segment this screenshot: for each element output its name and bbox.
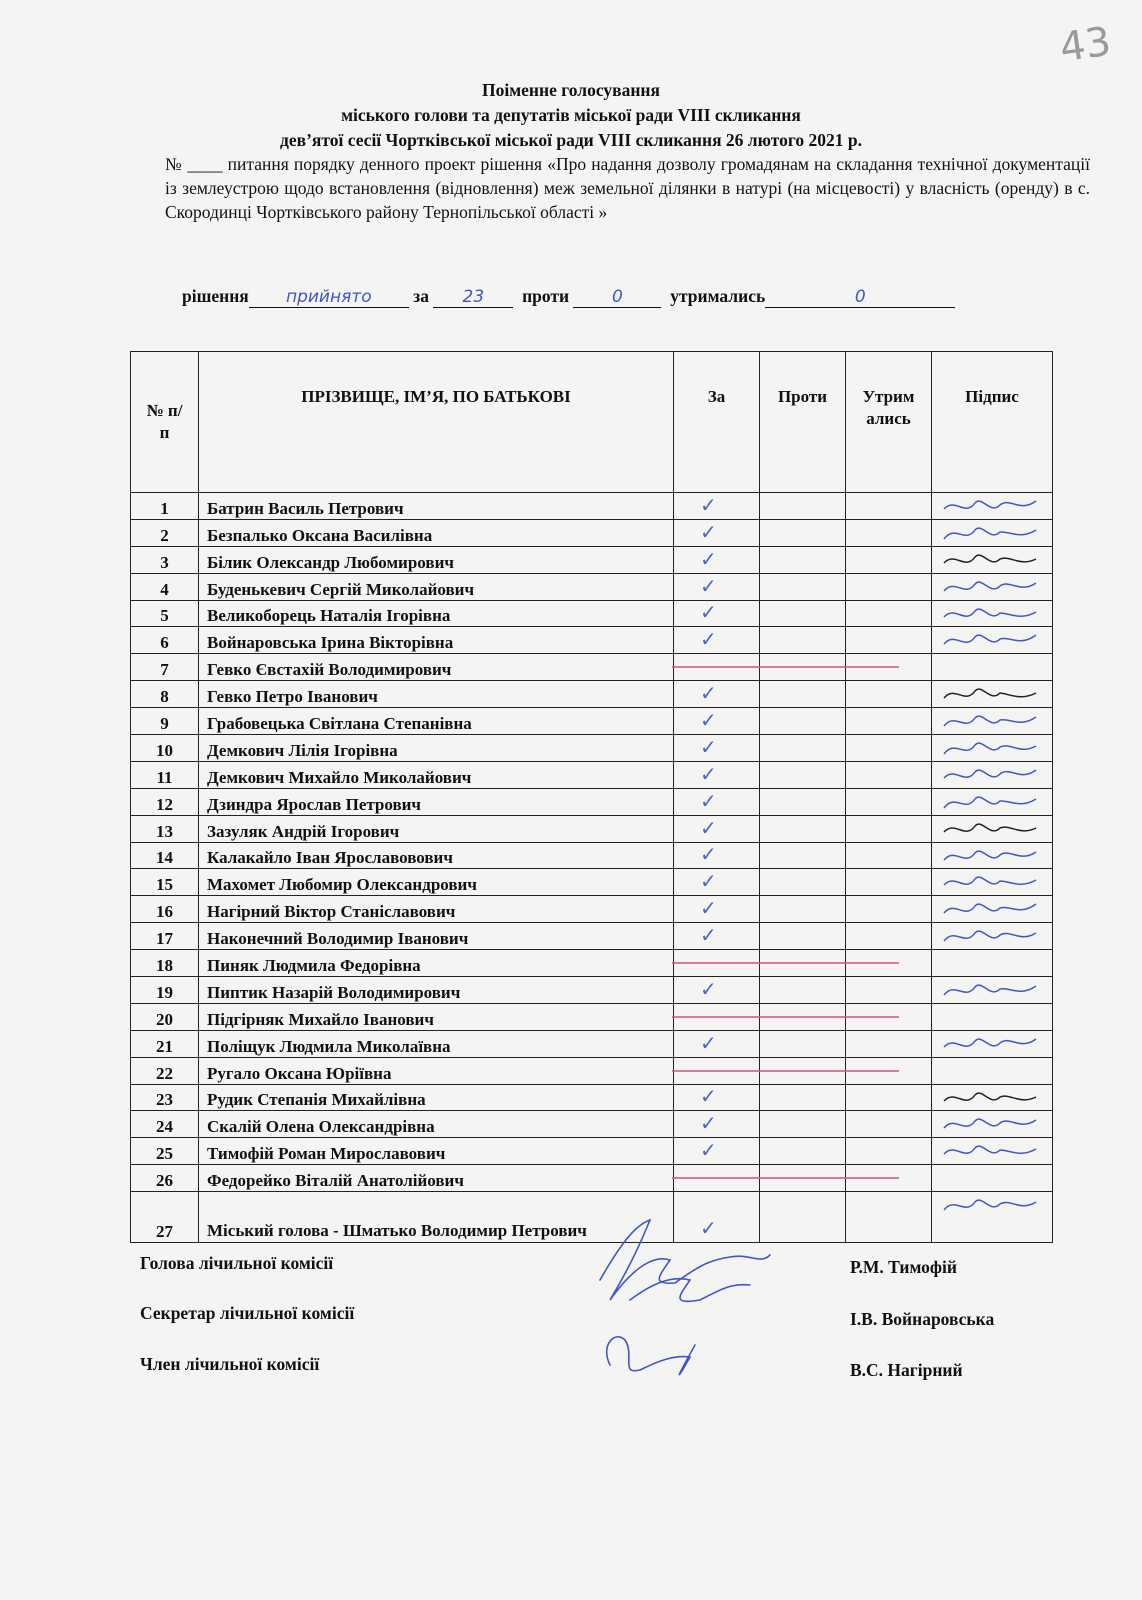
member-name: Демкович Лілія Ігорівна	[199, 735, 674, 762]
check-icon: ✓	[700, 761, 717, 786]
signature-mark	[940, 818, 1040, 840]
member-name: Дзиндра Ярослав Петрович	[199, 788, 674, 815]
cell-utrym	[846, 842, 932, 869]
cell-za	[674, 519, 760, 546]
absent-strike-line	[672, 1177, 899, 1179]
row-number: 21	[131, 1030, 199, 1057]
table-row	[131, 519, 1053, 546]
cell-signature	[932, 977, 1053, 1004]
cell-proty	[760, 1084, 846, 1111]
cell-za	[674, 681, 760, 708]
row-number: 24	[131, 1111, 199, 1138]
cell-proty	[760, 761, 846, 788]
cell-signature	[932, 519, 1053, 546]
utrym-value: 0	[854, 287, 866, 307]
member-name: Гевко Євстахій Володимирович	[199, 654, 674, 681]
cell-proty	[760, 1138, 846, 1165]
cell-proty	[760, 896, 846, 923]
check-icon: ✓	[700, 1030, 717, 1055]
cell-proty	[760, 869, 846, 896]
za-field	[433, 286, 513, 308]
vote-table	[130, 351, 1053, 1243]
cell-utrym	[846, 761, 932, 788]
table-row	[131, 869, 1053, 896]
check-icon: ✓	[700, 842, 717, 867]
cell-proty	[760, 600, 846, 627]
cell-signature	[932, 1003, 1053, 1030]
absent-strike-line	[672, 962, 899, 964]
header-utrym: Утримались	[846, 352, 932, 493]
member-name: Зазуляк Андрій Ігорович	[199, 815, 674, 842]
cell-signature	[932, 815, 1053, 842]
cell-utrym	[846, 600, 932, 627]
signature-mark	[940, 1087, 1040, 1109]
cell-signature	[932, 842, 1053, 869]
commission-signatures	[580, 1205, 800, 1405]
member-label: Член лічильної комісії	[140, 1354, 320, 1374]
absent-strike-line	[672, 666, 899, 668]
member-name: Батрин Василь Петрович	[199, 493, 674, 520]
cell-proty	[760, 681, 846, 708]
signature-mark	[940, 845, 1040, 867]
table-row	[131, 493, 1053, 520]
cell-proty	[760, 519, 846, 546]
member-name: Пиптик Назарій Володимирович	[199, 977, 674, 1004]
cell-proty	[760, 627, 846, 654]
row-number: 2	[131, 519, 199, 546]
cell-utrym	[846, 977, 932, 1004]
cell-signature	[932, 1165, 1053, 1192]
decision-field	[249, 286, 409, 308]
row-number: 25	[131, 1138, 199, 1165]
cell-za	[674, 1138, 760, 1165]
cell-signature	[932, 627, 1053, 654]
member-name: Безпалько Оксана Василівна	[199, 519, 674, 546]
cell-proty	[760, 573, 846, 600]
cell-proty	[760, 977, 846, 1004]
utrym-field	[765, 286, 955, 308]
cell-proty	[760, 546, 846, 573]
table-row	[131, 815, 1053, 842]
cell-utrym	[846, 681, 932, 708]
row-number: 9	[131, 708, 199, 735]
cell-signature	[932, 1030, 1053, 1057]
row-number: 5	[131, 600, 199, 627]
cell-signature	[932, 788, 1053, 815]
check-icon: ✓	[700, 492, 717, 517]
header-num: № п/п	[131, 352, 199, 493]
table-row	[131, 1165, 1053, 1192]
cell-proty	[760, 788, 846, 815]
member-name: Тимофій Роман Мирославович	[199, 1138, 674, 1165]
member-name: Федорейко Віталій Анатолійович	[199, 1165, 674, 1192]
question-text: питання порядку денного проект рішення «Про надання дозволу громадянам на складання технічної документації із землеустрою щодо встановлення (відновлення) меж земельної ділянки в натурі (на місцевості) у власність (оренду) в с. Скородинці Чортківського району Тернопільської області »	[165, 154, 1091, 222]
table-row	[131, 1057, 1053, 1084]
check-icon: ✓	[700, 546, 717, 571]
proty-field	[573, 286, 661, 308]
cell-signature	[932, 1192, 1053, 1243]
cell-signature	[932, 896, 1053, 923]
cell-proty	[760, 1030, 846, 1057]
cell-signature	[932, 708, 1053, 735]
member-name: Поліщук Людмила Миколаївна	[199, 1030, 674, 1057]
table-row	[131, 627, 1053, 654]
za-label: за	[413, 286, 429, 306]
signature-mark	[940, 925, 1040, 947]
cell-proty	[760, 1111, 846, 1138]
row-number: 23	[131, 1084, 199, 1111]
row-number: 18	[131, 950, 199, 977]
row-number: 7	[131, 654, 199, 681]
row-number: 19	[131, 977, 199, 1004]
cell-proty	[760, 842, 846, 869]
secretary-label: Секретар лічильної комісії	[140, 1303, 355, 1323]
cell-signature	[932, 1084, 1053, 1111]
signature-mark	[940, 1033, 1040, 1055]
cell-signature	[932, 681, 1053, 708]
cell-za	[674, 1111, 760, 1138]
table-row	[131, 896, 1053, 923]
header-signature: Підпис	[932, 352, 1053, 493]
cell-za	[674, 761, 760, 788]
cell-utrym	[846, 1138, 932, 1165]
member-name: Білик Олександр Любомирович	[199, 546, 674, 573]
cell-signature	[932, 1138, 1053, 1165]
row-number: 27	[131, 1192, 199, 1243]
absent-strike-line	[672, 1016, 899, 1018]
proty-label: проти	[522, 286, 570, 306]
signature-mark	[940, 522, 1040, 544]
cell-utrym	[846, 815, 932, 842]
cell-utrym	[846, 519, 932, 546]
cell-za	[674, 869, 760, 896]
signature-mark	[940, 495, 1040, 517]
cell-utrym	[846, 1192, 932, 1243]
check-icon: ✓	[700, 788, 717, 813]
row-number: 15	[131, 869, 199, 896]
session-line: дев’ятої сесії Чортківської міської ради VIII скликання 26 лютого 2021 р.	[280, 130, 862, 150]
signature-mark	[940, 871, 1040, 893]
chair-label: Голова лічильної комісії	[140, 1253, 334, 1273]
header-proty: Проти	[760, 352, 846, 493]
member-name: Махомет Любомир Олександрович	[199, 869, 674, 896]
check-icon: ✓	[700, 573, 717, 598]
decision-label: рішення	[182, 286, 249, 306]
cell-utrym	[846, 923, 932, 950]
cell-utrym	[846, 788, 932, 815]
member-name: Великоборець Наталія Ігорівна	[199, 600, 674, 627]
signature-mark	[940, 710, 1040, 732]
check-icon: ✓	[700, 815, 717, 840]
cell-utrym	[846, 627, 932, 654]
cell-signature	[932, 600, 1053, 627]
row-number: 12	[131, 788, 199, 815]
cell-signature	[932, 493, 1053, 520]
signature-mark	[940, 1140, 1040, 1162]
cell-signature	[932, 869, 1053, 896]
member-name: Демкович Михайло Миколайович	[199, 761, 674, 788]
row-number: 6	[131, 627, 199, 654]
cell-za	[674, 1057, 760, 1084]
cell-signature	[932, 735, 1053, 762]
cell-utrym	[846, 896, 932, 923]
cell-za	[674, 708, 760, 735]
cell-signature	[932, 654, 1053, 681]
member-name: Буденькевич Сергій Миколайович	[199, 573, 674, 600]
cell-za	[674, 493, 760, 520]
header-za: За	[674, 352, 760, 493]
table-header-row	[131, 352, 1053, 493]
table-row	[131, 1030, 1053, 1057]
check-icon: ✓	[700, 1216, 717, 1241]
doc-subtitle: міського голови та депутатів міської ради VIII скликання	[341, 105, 801, 125]
cell-proty	[760, 923, 846, 950]
signature-mark	[940, 979, 1040, 1001]
table-row	[131, 977, 1053, 1004]
cell-utrym	[846, 493, 932, 520]
table-row	[131, 923, 1053, 950]
cell-proty	[760, 708, 846, 735]
cell-utrym	[846, 1030, 932, 1057]
table-row	[131, 681, 1053, 708]
cell-za	[674, 654, 760, 681]
cell-signature	[932, 923, 1053, 950]
agenda-question	[165, 152, 1090, 224]
utrym-label: утримались	[670, 286, 766, 306]
member-name: Рудик Степанія Михайлівна	[199, 1084, 674, 1111]
row-number: 4	[131, 573, 199, 600]
row-number: 20	[131, 1003, 199, 1030]
row-number: 13	[131, 815, 199, 842]
row-number: 10	[131, 735, 199, 762]
chair-name: Р.М. Тимофій	[850, 1257, 957, 1277]
check-icon: ✓	[700, 1084, 717, 1109]
row-number: 17	[131, 923, 199, 950]
page-number: 43	[1057, 18, 1114, 72]
cell-za	[674, 1003, 760, 1030]
check-icon: ✓	[700, 896, 717, 921]
cell-za	[674, 950, 760, 977]
cell-signature	[932, 950, 1053, 977]
check-icon: ✓	[700, 976, 717, 1001]
member-name: Підгірняк Михайло Іванович	[199, 1003, 674, 1030]
decision-line	[182, 286, 1082, 308]
member-name: Пиняк Людмила Федорівна	[199, 950, 674, 977]
cell-za	[674, 923, 760, 950]
row-number: 22	[131, 1057, 199, 1084]
signature-mark	[940, 1113, 1040, 1135]
cell-za	[674, 896, 760, 923]
cell-za	[674, 788, 760, 815]
table-row	[131, 1138, 1053, 1165]
signature-mark	[940, 549, 1040, 571]
table-row	[131, 950, 1053, 977]
za-value: 23	[462, 287, 485, 307]
decision-value: прийнято	[285, 287, 372, 307]
signature-mark	[940, 1194, 1040, 1216]
proty-value: 0	[612, 287, 623, 307]
cell-utrym	[846, 546, 932, 573]
member-name: Наконечний Володимир Іванович	[199, 923, 674, 950]
check-icon: ✓	[700, 1138, 717, 1163]
cell-za	[674, 1084, 760, 1111]
member-name: В.С. Нагірний	[850, 1360, 963, 1380]
check-icon: ✓	[700, 519, 717, 544]
table-row	[131, 788, 1053, 815]
cell-za	[674, 1165, 760, 1192]
cell-utrym	[846, 708, 932, 735]
row-number: 3	[131, 546, 199, 573]
row-number: 11	[131, 761, 199, 788]
member-name: Гевко Петро Іванович	[199, 681, 674, 708]
cell-za	[674, 627, 760, 654]
cell-za	[674, 546, 760, 573]
check-icon: ✓	[700, 923, 717, 948]
cell-proty	[760, 735, 846, 762]
question-number: № ____	[165, 154, 223, 174]
cell-za	[674, 735, 760, 762]
check-icon: ✓	[700, 681, 717, 706]
signature-mark	[940, 576, 1040, 598]
check-icon: ✓	[700, 627, 717, 652]
cell-za	[674, 815, 760, 842]
cell-utrym	[846, 869, 932, 896]
member-name: Ругало Оксана Юріївна	[199, 1057, 674, 1084]
signature-mark	[940, 603, 1040, 625]
member-name: Скалій Олена Олександрівна	[199, 1111, 674, 1138]
row-number: 26	[131, 1165, 199, 1192]
row-number: 8	[131, 681, 199, 708]
table-row	[131, 761, 1053, 788]
check-icon: ✓	[700, 708, 717, 733]
cell-signature	[932, 761, 1053, 788]
cell-za	[674, 1030, 760, 1057]
member-name: Калакайло Іван Ярославовович	[199, 842, 674, 869]
row-number: 14	[131, 842, 199, 869]
secretary-name: І.В. Войнаровська	[850, 1309, 995, 1329]
table-row	[131, 546, 1053, 573]
cell-signature	[932, 546, 1053, 573]
signature-mark	[940, 791, 1040, 813]
table-row	[131, 1003, 1053, 1030]
cell-utrym	[846, 735, 932, 762]
cell-proty	[760, 815, 846, 842]
member-name: Войнаровська Ірина Вікторівна	[199, 627, 674, 654]
table-row	[131, 600, 1053, 627]
table-row	[131, 1111, 1053, 1138]
table-row	[131, 708, 1053, 735]
cell-proty	[760, 493, 846, 520]
signature-mark	[940, 629, 1040, 651]
cell-utrym	[846, 1084, 932, 1111]
check-icon: ✓	[700, 869, 717, 894]
cell-za	[674, 573, 760, 600]
cell-za	[674, 842, 760, 869]
member-name: Міський голова - Шматько Володимир Петрович	[199, 1192, 674, 1243]
signature-mark	[940, 737, 1040, 759]
doc-title: Поіменне голосування	[482, 80, 660, 100]
check-icon: ✓	[700, 600, 717, 625]
signature-mark	[940, 683, 1040, 705]
row-number: 1	[131, 493, 199, 520]
cell-za	[674, 977, 760, 1004]
member-name: Нагірний Віктор Станіславович	[199, 896, 674, 923]
table-row	[131, 1084, 1053, 1111]
cell-utrym	[846, 1111, 932, 1138]
table-row	[131, 842, 1053, 869]
table-row	[131, 654, 1053, 681]
table-row	[131, 735, 1053, 762]
signature-mark	[940, 898, 1040, 920]
check-icon: ✓	[700, 734, 717, 759]
member-name: Грабовецька Світлана Степанівна	[199, 708, 674, 735]
table-row	[131, 573, 1053, 600]
absent-strike-line	[672, 1070, 899, 1072]
cell-signature	[932, 573, 1053, 600]
cell-utrym	[846, 573, 932, 600]
header-name: ПРІЗВИЩЕ, ІМ’Я, ПО БАТЬКОВІ	[199, 352, 674, 493]
cell-za	[674, 600, 760, 627]
cell-signature	[932, 1057, 1053, 1084]
signature-mark	[940, 764, 1040, 786]
check-icon: ✓	[700, 1111, 717, 1136]
cell-signature	[932, 1111, 1053, 1138]
row-number: 16	[131, 896, 199, 923]
